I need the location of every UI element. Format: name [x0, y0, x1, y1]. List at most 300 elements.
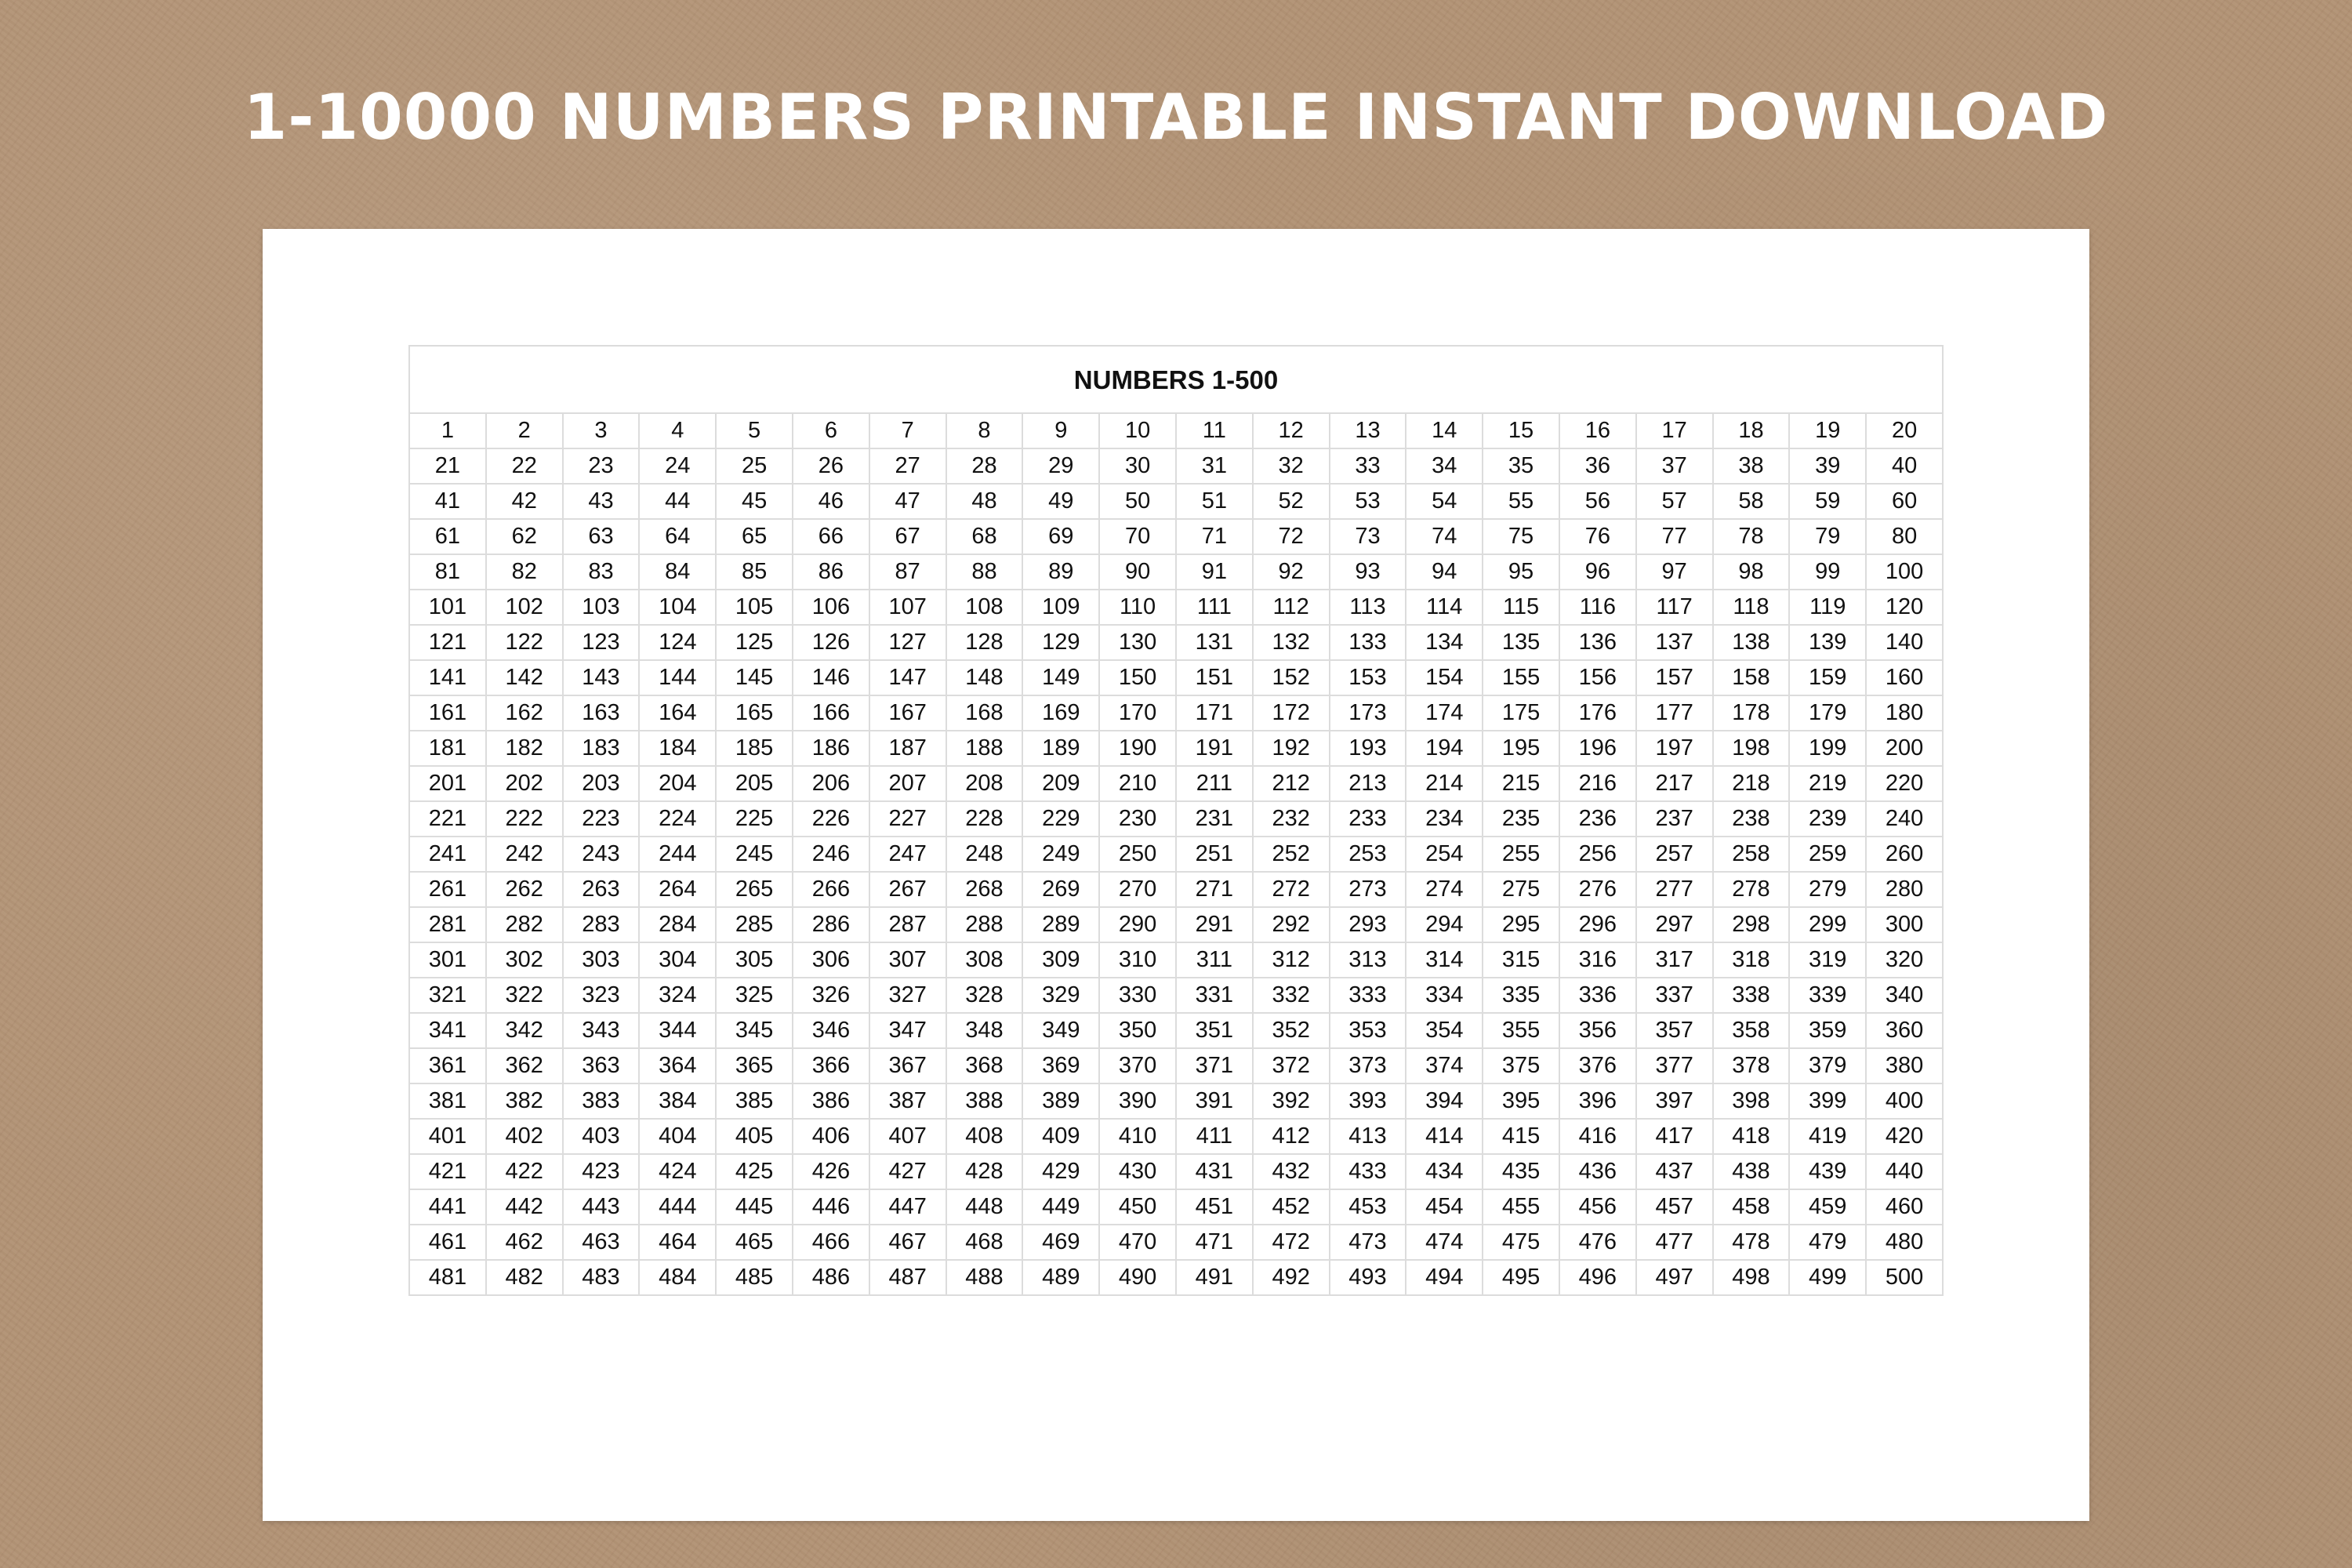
number-cell: 276	[1559, 872, 1636, 907]
number-cell: 64	[639, 519, 716, 554]
number-cell: 15	[1483, 413, 1559, 448]
number-cell: 228	[946, 801, 1023, 837]
number-cell: 240	[1866, 801, 1943, 837]
number-cell: 427	[869, 1154, 946, 1189]
number-cell: 333	[1330, 978, 1406, 1013]
number-cell: 180	[1866, 695, 1943, 731]
number-cell: 272	[1253, 872, 1330, 907]
number-cell: 2	[486, 413, 563, 448]
number-cell: 493	[1330, 1260, 1406, 1295]
number-cell: 54	[1406, 484, 1483, 519]
number-cell: 298	[1713, 907, 1790, 942]
number-cell: 271	[1176, 872, 1253, 907]
number-cell: 188	[946, 731, 1023, 766]
number-cell: 431	[1176, 1154, 1253, 1189]
number-cell: 423	[563, 1154, 640, 1189]
number-cell: 18	[1713, 413, 1790, 448]
number-cell: 354	[1406, 1013, 1483, 1048]
number-cell: 243	[563, 837, 640, 872]
number-cell: 421	[409, 1154, 486, 1189]
number-cell: 269	[1022, 872, 1099, 907]
number-cell: 369	[1022, 1048, 1099, 1083]
number-cell: 112	[1253, 590, 1330, 625]
number-cell: 364	[639, 1048, 716, 1083]
number-cell: 106	[793, 590, 869, 625]
number-cell: 239	[1789, 801, 1866, 837]
number-cell: 45	[716, 484, 793, 519]
number-cell: 303	[563, 942, 640, 978]
number-cell: 42	[486, 484, 563, 519]
number-cell: 136	[1559, 625, 1636, 660]
number-cell: 130	[1099, 625, 1176, 660]
number-cell: 246	[793, 837, 869, 872]
number-cell: 277	[1636, 872, 1713, 907]
table-row	[409, 590, 1943, 625]
table-row	[409, 1083, 1943, 1119]
number-cell: 174	[1406, 695, 1483, 731]
number-cell: 156	[1559, 660, 1636, 695]
number-cell: 197	[1636, 731, 1713, 766]
number-cell: 432	[1253, 1154, 1330, 1189]
number-cell: 154	[1406, 660, 1483, 695]
number-cell: 231	[1176, 801, 1253, 837]
number-cell: 424	[639, 1154, 716, 1189]
number-cell: 108	[946, 590, 1023, 625]
number-cell: 385	[716, 1083, 793, 1119]
number-cell: 121	[409, 625, 486, 660]
number-cell: 147	[869, 660, 946, 695]
number-cell: 384	[639, 1083, 716, 1119]
number-cell: 381	[409, 1083, 486, 1119]
number-cell: 253	[1330, 837, 1406, 872]
number-cell: 273	[1330, 872, 1406, 907]
number-cell: 257	[1636, 837, 1713, 872]
number-cell: 160	[1866, 660, 1943, 695]
number-cell: 498	[1713, 1260, 1790, 1295]
number-cell: 242	[486, 837, 563, 872]
number-cell: 72	[1253, 519, 1330, 554]
number-cell: 348	[946, 1013, 1023, 1048]
number-cell: 169	[1022, 695, 1099, 731]
number-cell: 86	[793, 554, 869, 590]
number-cell: 40	[1866, 448, 1943, 484]
number-cell: 133	[1330, 625, 1406, 660]
number-cell: 248	[946, 837, 1023, 872]
number-cell: 149	[1022, 660, 1099, 695]
number-cell: 290	[1099, 907, 1176, 942]
number-cell: 211	[1176, 766, 1253, 801]
number-cell: 476	[1559, 1225, 1636, 1260]
number-cell: 165	[716, 695, 793, 731]
number-cell: 475	[1483, 1225, 1559, 1260]
number-cell: 448	[946, 1189, 1023, 1225]
number-cell: 44	[639, 484, 716, 519]
table-row	[409, 413, 1943, 448]
number-cell: 212	[1253, 766, 1330, 801]
number-cell: 308	[946, 942, 1023, 978]
number-cell: 241	[409, 837, 486, 872]
number-cell: 306	[793, 942, 869, 978]
number-cell: 31	[1176, 448, 1253, 484]
number-cell: 316	[1559, 942, 1636, 978]
number-cell: 321	[409, 978, 486, 1013]
number-cell: 33	[1330, 448, 1406, 484]
number-cell: 495	[1483, 1260, 1559, 1295]
number-cell: 105	[716, 590, 793, 625]
number-cell: 24	[639, 448, 716, 484]
number-cell: 89	[1022, 554, 1099, 590]
number-cell: 95	[1483, 554, 1559, 590]
number-cell: 409	[1022, 1119, 1099, 1154]
number-cell: 352	[1253, 1013, 1330, 1048]
number-cell: 63	[563, 519, 640, 554]
headline: 1-10000 NUMBERS PRINTABLE INSTANT DOWNLOAD	[243, 81, 2109, 154]
number-cell: 413	[1330, 1119, 1406, 1154]
number-cell: 143	[563, 660, 640, 695]
number-cell: 81	[409, 554, 486, 590]
number-cell: 358	[1713, 1013, 1790, 1048]
number-cell: 419	[1789, 1119, 1866, 1154]
number-cell: 355	[1483, 1013, 1559, 1048]
number-cell: 27	[869, 448, 946, 484]
number-cell: 350	[1099, 1013, 1176, 1048]
number-cell: 102	[486, 590, 563, 625]
number-cell: 356	[1559, 1013, 1636, 1048]
number-cell: 329	[1022, 978, 1099, 1013]
table-row	[409, 801, 1943, 837]
number-cell: 292	[1253, 907, 1330, 942]
number-cell: 305	[716, 942, 793, 978]
number-cell: 466	[793, 1225, 869, 1260]
number-cell: 167	[869, 695, 946, 731]
number-cell: 12	[1253, 413, 1330, 448]
number-cell: 357	[1636, 1013, 1713, 1048]
number-cell: 67	[869, 519, 946, 554]
number-cell: 206	[793, 766, 869, 801]
number-cell: 452	[1253, 1189, 1330, 1225]
table-row	[409, 1154, 1943, 1189]
number-cell: 398	[1713, 1083, 1790, 1119]
number-cell: 51	[1176, 484, 1253, 519]
number-cell: 328	[946, 978, 1023, 1013]
number-cell: 255	[1483, 837, 1559, 872]
number-cell: 217	[1636, 766, 1713, 801]
number-cell: 230	[1099, 801, 1176, 837]
number-cell: 296	[1559, 907, 1636, 942]
number-cell: 7	[869, 413, 946, 448]
number-cell: 25	[716, 448, 793, 484]
number-cell: 332	[1253, 978, 1330, 1013]
number-cell: 497	[1636, 1260, 1713, 1295]
number-cell: 74	[1406, 519, 1483, 554]
number-cell: 322	[486, 978, 563, 1013]
table-row	[409, 484, 1943, 519]
number-cell: 183	[563, 731, 640, 766]
number-cell: 83	[563, 554, 640, 590]
number-cell: 281	[409, 907, 486, 942]
number-cell: 270	[1099, 872, 1176, 907]
number-cell: 187	[869, 731, 946, 766]
number-cell: 390	[1099, 1083, 1176, 1119]
number-cell: 394	[1406, 1083, 1483, 1119]
number-cell: 20	[1866, 413, 1943, 448]
number-cell: 258	[1713, 837, 1790, 872]
number-cell: 336	[1559, 978, 1636, 1013]
number-cell: 119	[1789, 590, 1866, 625]
table-row	[409, 625, 1943, 660]
number-cell: 164	[639, 695, 716, 731]
number-cell: 366	[793, 1048, 869, 1083]
number-cell: 480	[1866, 1225, 1943, 1260]
number-cell: 407	[869, 1119, 946, 1154]
number-cell: 182	[486, 731, 563, 766]
number-cell: 455	[1483, 1189, 1559, 1225]
number-cell: 464	[639, 1225, 716, 1260]
number-cell: 415	[1483, 1119, 1559, 1154]
number-cell: 268	[946, 872, 1023, 907]
number-cell: 334	[1406, 978, 1483, 1013]
number-cell: 192	[1253, 731, 1330, 766]
number-cell: 439	[1789, 1154, 1866, 1189]
number-cell: 412	[1253, 1119, 1330, 1154]
number-cell: 282	[486, 907, 563, 942]
number-cell: 58	[1713, 484, 1790, 519]
number-cell: 279	[1789, 872, 1866, 907]
number-cell: 395	[1483, 1083, 1559, 1119]
number-cell: 449	[1022, 1189, 1099, 1225]
number-cell: 129	[1022, 625, 1099, 660]
number-cell: 103	[563, 590, 640, 625]
number-cell: 263	[563, 872, 640, 907]
number-cell: 330	[1099, 978, 1176, 1013]
number-cell: 375	[1483, 1048, 1559, 1083]
number-cell: 406	[793, 1119, 869, 1154]
number-cell: 185	[716, 731, 793, 766]
number-cell: 319	[1789, 942, 1866, 978]
number-cell: 371	[1176, 1048, 1253, 1083]
number-cell: 488	[946, 1260, 1023, 1295]
table-row	[409, 1013, 1943, 1048]
printable-sheet	[263, 229, 2089, 1521]
number-cell: 57	[1636, 484, 1713, 519]
number-cell: 422	[486, 1154, 563, 1189]
number-cell: 254	[1406, 837, 1483, 872]
number-cell: 168	[946, 695, 1023, 731]
number-cell: 172	[1253, 695, 1330, 731]
number-cell: 128	[946, 625, 1023, 660]
number-cell: 481	[409, 1260, 486, 1295]
number-cell: 10	[1099, 413, 1176, 448]
number-cell: 13	[1330, 413, 1406, 448]
number-cell: 46	[793, 484, 869, 519]
number-cell: 19	[1789, 413, 1866, 448]
number-cell: 104	[639, 590, 716, 625]
number-cell: 32	[1253, 448, 1330, 484]
number-cell: 391	[1176, 1083, 1253, 1119]
number-cell: 380	[1866, 1048, 1943, 1083]
number-cell: 251	[1176, 837, 1253, 872]
number-cell: 367	[869, 1048, 946, 1083]
number-cell: 90	[1099, 554, 1176, 590]
table-row	[409, 519, 1943, 554]
number-cell: 150	[1099, 660, 1176, 695]
number-cell: 235	[1483, 801, 1559, 837]
number-cell: 370	[1099, 1048, 1176, 1083]
number-cell: 94	[1406, 554, 1483, 590]
number-cell: 120	[1866, 590, 1943, 625]
number-cell: 50	[1099, 484, 1176, 519]
number-cell: 101	[409, 590, 486, 625]
number-cell: 37	[1636, 448, 1713, 484]
number-cell: 214	[1406, 766, 1483, 801]
number-cell: 155	[1483, 660, 1559, 695]
number-cell: 457	[1636, 1189, 1713, 1225]
number-cell: 445	[716, 1189, 793, 1225]
number-cell: 159	[1789, 660, 1866, 695]
number-cell: 295	[1483, 907, 1559, 942]
number-cell: 247	[869, 837, 946, 872]
number-cell: 52	[1253, 484, 1330, 519]
number-cell: 200	[1866, 731, 1943, 766]
number-cell: 383	[563, 1083, 640, 1119]
number-cell: 327	[869, 978, 946, 1013]
number-cell: 340	[1866, 978, 1943, 1013]
number-cell: 17	[1636, 413, 1713, 448]
table-row	[409, 1189, 1943, 1225]
number-cell: 465	[716, 1225, 793, 1260]
number-cell: 310	[1099, 942, 1176, 978]
number-cell: 161	[409, 695, 486, 731]
number-cell: 401	[409, 1119, 486, 1154]
number-cell: 309	[1022, 942, 1099, 978]
number-cell: 256	[1559, 837, 1636, 872]
number-cell: 318	[1713, 942, 1790, 978]
number-cell: 267	[869, 872, 946, 907]
number-cell: 244	[639, 837, 716, 872]
number-cell: 73	[1330, 519, 1406, 554]
number-cell: 433	[1330, 1154, 1406, 1189]
number-cell: 38	[1713, 448, 1790, 484]
number-cell: 80	[1866, 519, 1943, 554]
number-cell: 29	[1022, 448, 1099, 484]
number-cell: 351	[1176, 1013, 1253, 1048]
number-cell: 91	[1176, 554, 1253, 590]
number-cell: 222	[486, 801, 563, 837]
number-cell: 434	[1406, 1154, 1483, 1189]
number-cell: 402	[486, 1119, 563, 1154]
number-cell: 462	[486, 1225, 563, 1260]
number-cell: 9	[1022, 413, 1099, 448]
number-cell: 260	[1866, 837, 1943, 872]
number-cell: 71	[1176, 519, 1253, 554]
number-cell: 85	[716, 554, 793, 590]
number-cell: 484	[639, 1260, 716, 1295]
number-cell: 494	[1406, 1260, 1483, 1295]
number-cell: 21	[409, 448, 486, 484]
number-cell: 189	[1022, 731, 1099, 766]
number-cell: 60	[1866, 484, 1943, 519]
number-cell: 181	[409, 731, 486, 766]
number-cell: 131	[1176, 625, 1253, 660]
number-cell: 483	[563, 1260, 640, 1295]
table-row	[409, 1225, 1943, 1260]
number-cell: 286	[793, 907, 869, 942]
number-cell: 234	[1406, 801, 1483, 837]
number-cell: 287	[869, 907, 946, 942]
number-cell: 207	[869, 766, 946, 801]
number-cell: 97	[1636, 554, 1713, 590]
number-cell: 473	[1330, 1225, 1406, 1260]
number-cell: 451	[1176, 1189, 1253, 1225]
number-cell: 177	[1636, 695, 1713, 731]
number-cell: 123	[563, 625, 640, 660]
number-cell: 442	[486, 1189, 563, 1225]
number-cell: 146	[793, 660, 869, 695]
number-cell: 414	[1406, 1119, 1483, 1154]
number-cell: 315	[1483, 942, 1559, 978]
number-cell: 436	[1559, 1154, 1636, 1189]
number-cell: 124	[639, 625, 716, 660]
number-cell: 47	[869, 484, 946, 519]
number-cell: 79	[1789, 519, 1866, 554]
table-row	[409, 766, 1943, 801]
number-cell: 299	[1789, 907, 1866, 942]
number-cell: 372	[1253, 1048, 1330, 1083]
number-cell: 184	[639, 731, 716, 766]
number-cell: 472	[1253, 1225, 1330, 1260]
number-cell: 210	[1099, 766, 1176, 801]
number-cell: 312	[1253, 942, 1330, 978]
number-cell: 203	[563, 766, 640, 801]
number-cell: 162	[486, 695, 563, 731]
number-cell: 417	[1636, 1119, 1713, 1154]
number-cell: 141	[409, 660, 486, 695]
number-cell: 76	[1559, 519, 1636, 554]
number-cell: 176	[1559, 695, 1636, 731]
number-cell: 107	[869, 590, 946, 625]
number-cell: 441	[409, 1189, 486, 1225]
number-cell: 259	[1789, 837, 1866, 872]
number-cell: 111	[1176, 590, 1253, 625]
numbers-table	[408, 345, 1944, 1296]
number-cell: 233	[1330, 801, 1406, 837]
number-cell: 1	[409, 413, 486, 448]
number-cell: 337	[1636, 978, 1713, 1013]
number-cell: 339	[1789, 978, 1866, 1013]
table-row	[409, 872, 1943, 907]
number-cell: 470	[1099, 1225, 1176, 1260]
number-cell: 48	[946, 484, 1023, 519]
table-row	[409, 837, 1943, 872]
number-cell: 221	[409, 801, 486, 837]
number-cell: 223	[563, 801, 640, 837]
number-cell: 224	[639, 801, 716, 837]
number-cell: 55	[1483, 484, 1559, 519]
number-cell: 87	[869, 554, 946, 590]
number-cell: 486	[793, 1260, 869, 1295]
number-cell: 227	[869, 801, 946, 837]
number-cell: 75	[1483, 519, 1559, 554]
number-cell: 65	[716, 519, 793, 554]
number-cell: 4	[639, 413, 716, 448]
number-cell: 92	[1253, 554, 1330, 590]
table-row	[409, 731, 1943, 766]
number-cell: 345	[716, 1013, 793, 1048]
number-cell: 403	[563, 1119, 640, 1154]
number-cell: 363	[563, 1048, 640, 1083]
number-cell: 430	[1099, 1154, 1176, 1189]
number-cell: 261	[409, 872, 486, 907]
